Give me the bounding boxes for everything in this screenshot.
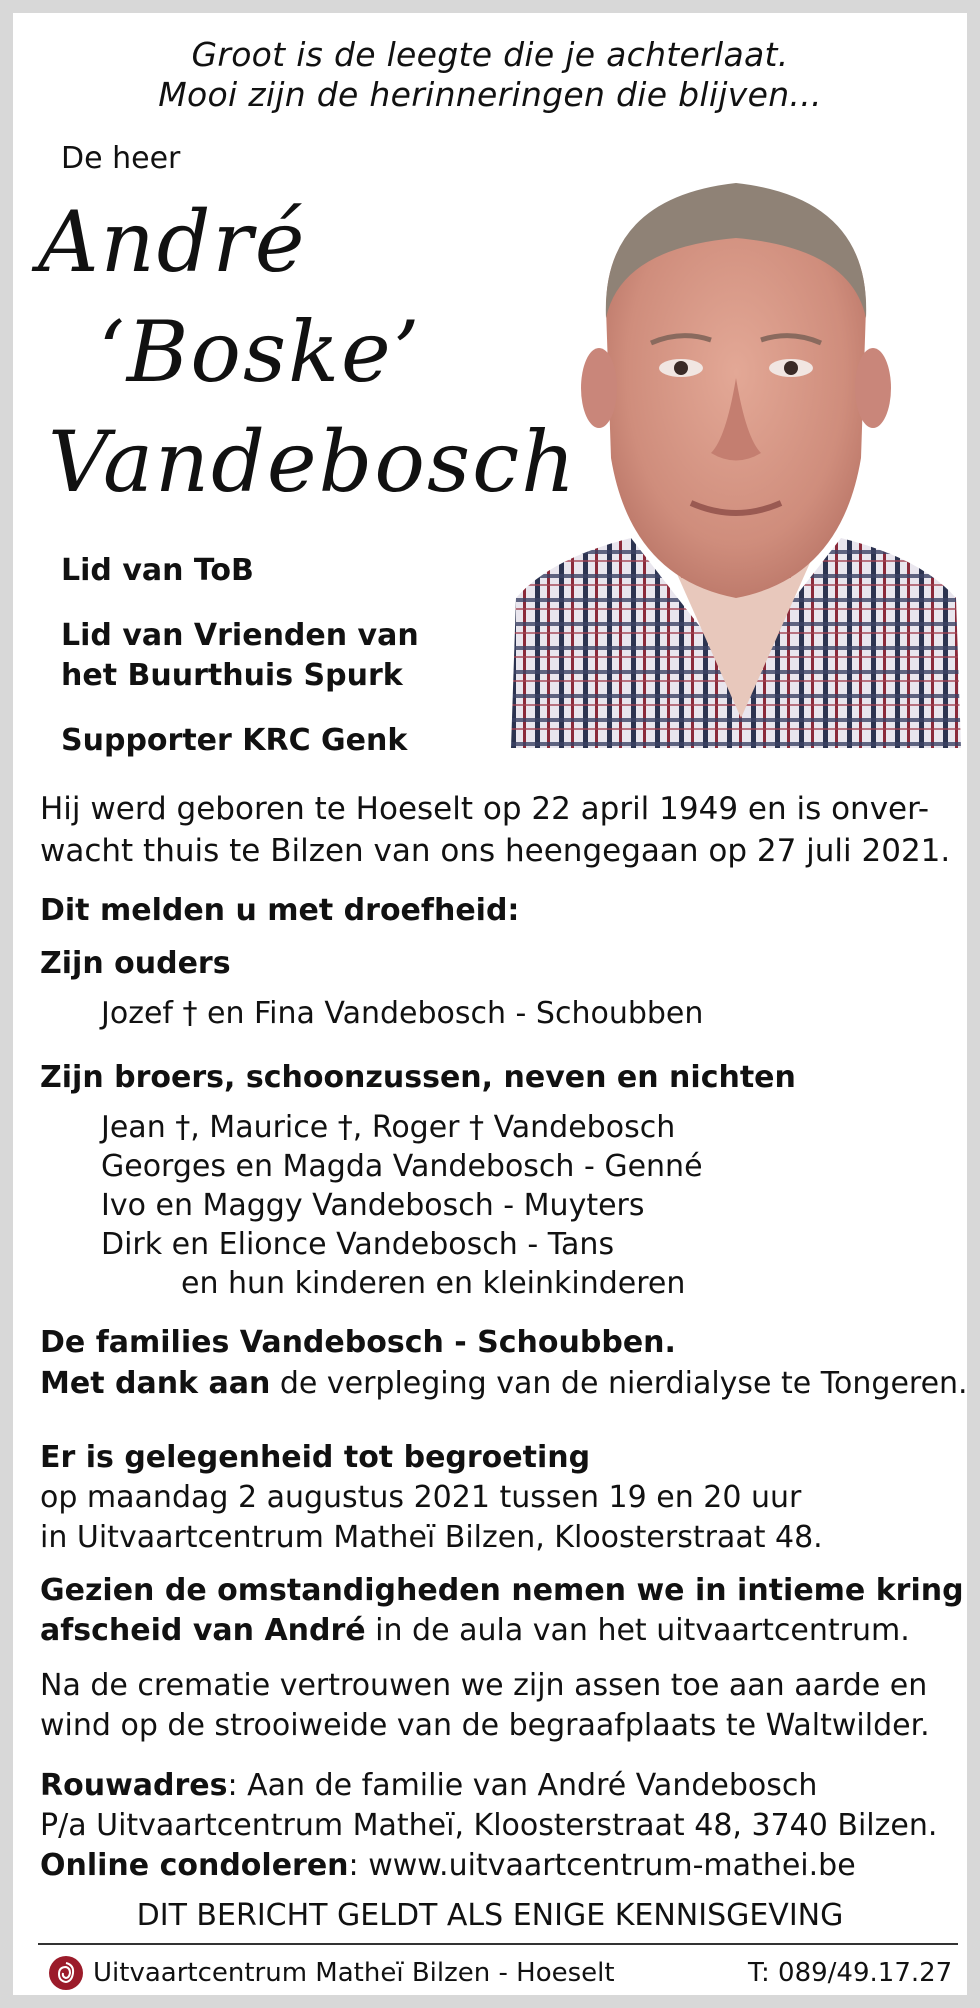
salutation: De heer — [61, 141, 181, 176]
obituary-card — [13, 13, 967, 1995]
parents-names: Jozef † en Fina Vandebosch - Schoubben — [101, 996, 704, 1031]
thanks-label: Met dank aan — [40, 1366, 271, 1401]
farewell-line-2 — [40, 1613, 910, 1648]
birth-line-1: Hij werd geboren te Hoeselt op 22 april 1949 en is onver- — [40, 791, 930, 827]
online-label: Online condoleren — [40, 1848, 349, 1883]
farewell-rest: in de aula van het uitvaartcentrum. — [365, 1613, 910, 1648]
funeral-home-name: Uitvaartcentrum Matheï Bilzen - Hoeselt — [93, 1958, 615, 1988]
online-url[interactable]: : www.uitvaartcentrum-mathei.be — [348, 1848, 856, 1883]
name-nickname: ‘Boske’ — [98, 303, 422, 401]
membership-1: Lid van ToB — [61, 553, 254, 588]
sibling-line: Ivo en Maggy Vandebosch - Muyters — [101, 1188, 645, 1223]
farewell-bold: afscheid van André — [40, 1613, 366, 1648]
funeral-home-phone: T: 089/49.17.27 — [748, 1958, 953, 1988]
siblings-heading: Zijn broers, schoonzussen, neven en nichten — [40, 1060, 796, 1095]
visitation-line-2: in Uitvaartcentrum Matheï Bilzen, Kloosterstraat 48. — [40, 1520, 823, 1555]
siblings-footer: en hun kinderen en kleinkinderen — [181, 1266, 686, 1301]
motto-line-1: Groot is de leegte die je achterlaat. — [191, 35, 789, 74]
membership-2: Lid van Vrienden van — [61, 618, 419, 653]
address-line-1 — [40, 1768, 817, 1803]
online-condolences — [40, 1848, 856, 1883]
address-label: Rouwadres — [40, 1768, 228, 1803]
notice: DIT BERICHT GELDT ALS ENIGE KENNISGEVING — [136, 1898, 844, 1933]
membership-4: Supporter KRC Genk — [61, 723, 408, 758]
visitation-heading: Er is gelegenheid tot begroeting — [40, 1440, 591, 1475]
membership-3: het Buurthuis Spurk — [61, 658, 403, 693]
cremation-line-2: wind op de strooiweide van de begraafplaats te Waltwilder. — [40, 1708, 930, 1743]
thanks-text: de verpleging van de nierdialyse te Tongeren. — [270, 1366, 968, 1401]
address-line-2: P/a Uitvaartcentrum Matheï, Kloosterstraat 48, 3740 Bilzen. — [40, 1808, 938, 1843]
announce-heading: Dit melden u met droefheid: — [40, 893, 520, 928]
parents-heading: Zijn ouders — [40, 946, 231, 981]
farewell-line-1: Gezien de omstandigheden nemen we in intieme kring — [40, 1573, 964, 1608]
sibling-line: Jean †, Maurice †, Roger † Vandebosch — [101, 1110, 676, 1145]
cremation-line-1: Na de crematie vertrouwen we zijn assen toe aan aarde en — [40, 1668, 928, 1703]
sibling-line: Georges en Magda Vandebosch - Genné — [101, 1149, 703, 1184]
name-first: André — [38, 193, 307, 291]
sibling-line: Dirk en Elionce Vandebosch - Tans — [101, 1227, 615, 1262]
visitation-line-1: op maandag 2 augustus 2021 tussen 19 en 20 uur — [40, 1480, 802, 1515]
address-text: : Aan de familie van André Vandebosch — [227, 1768, 818, 1803]
name-last: Vandebosch — [48, 413, 578, 511]
families: De families Vandebosch - Schoubben. — [40, 1325, 676, 1360]
footer-divider — [38, 1943, 958, 1945]
thanks — [40, 1366, 968, 1401]
portrait-photo — [511, 158, 961, 748]
birth-line-2: wacht thuis te Bilzen van ons heengegaan op 27 juli 2021. — [40, 833, 951, 869]
rose-icon — [48, 1955, 84, 1991]
motto-line-2: Mooi zijn de herinneringen die blijven... — [158, 75, 822, 114]
